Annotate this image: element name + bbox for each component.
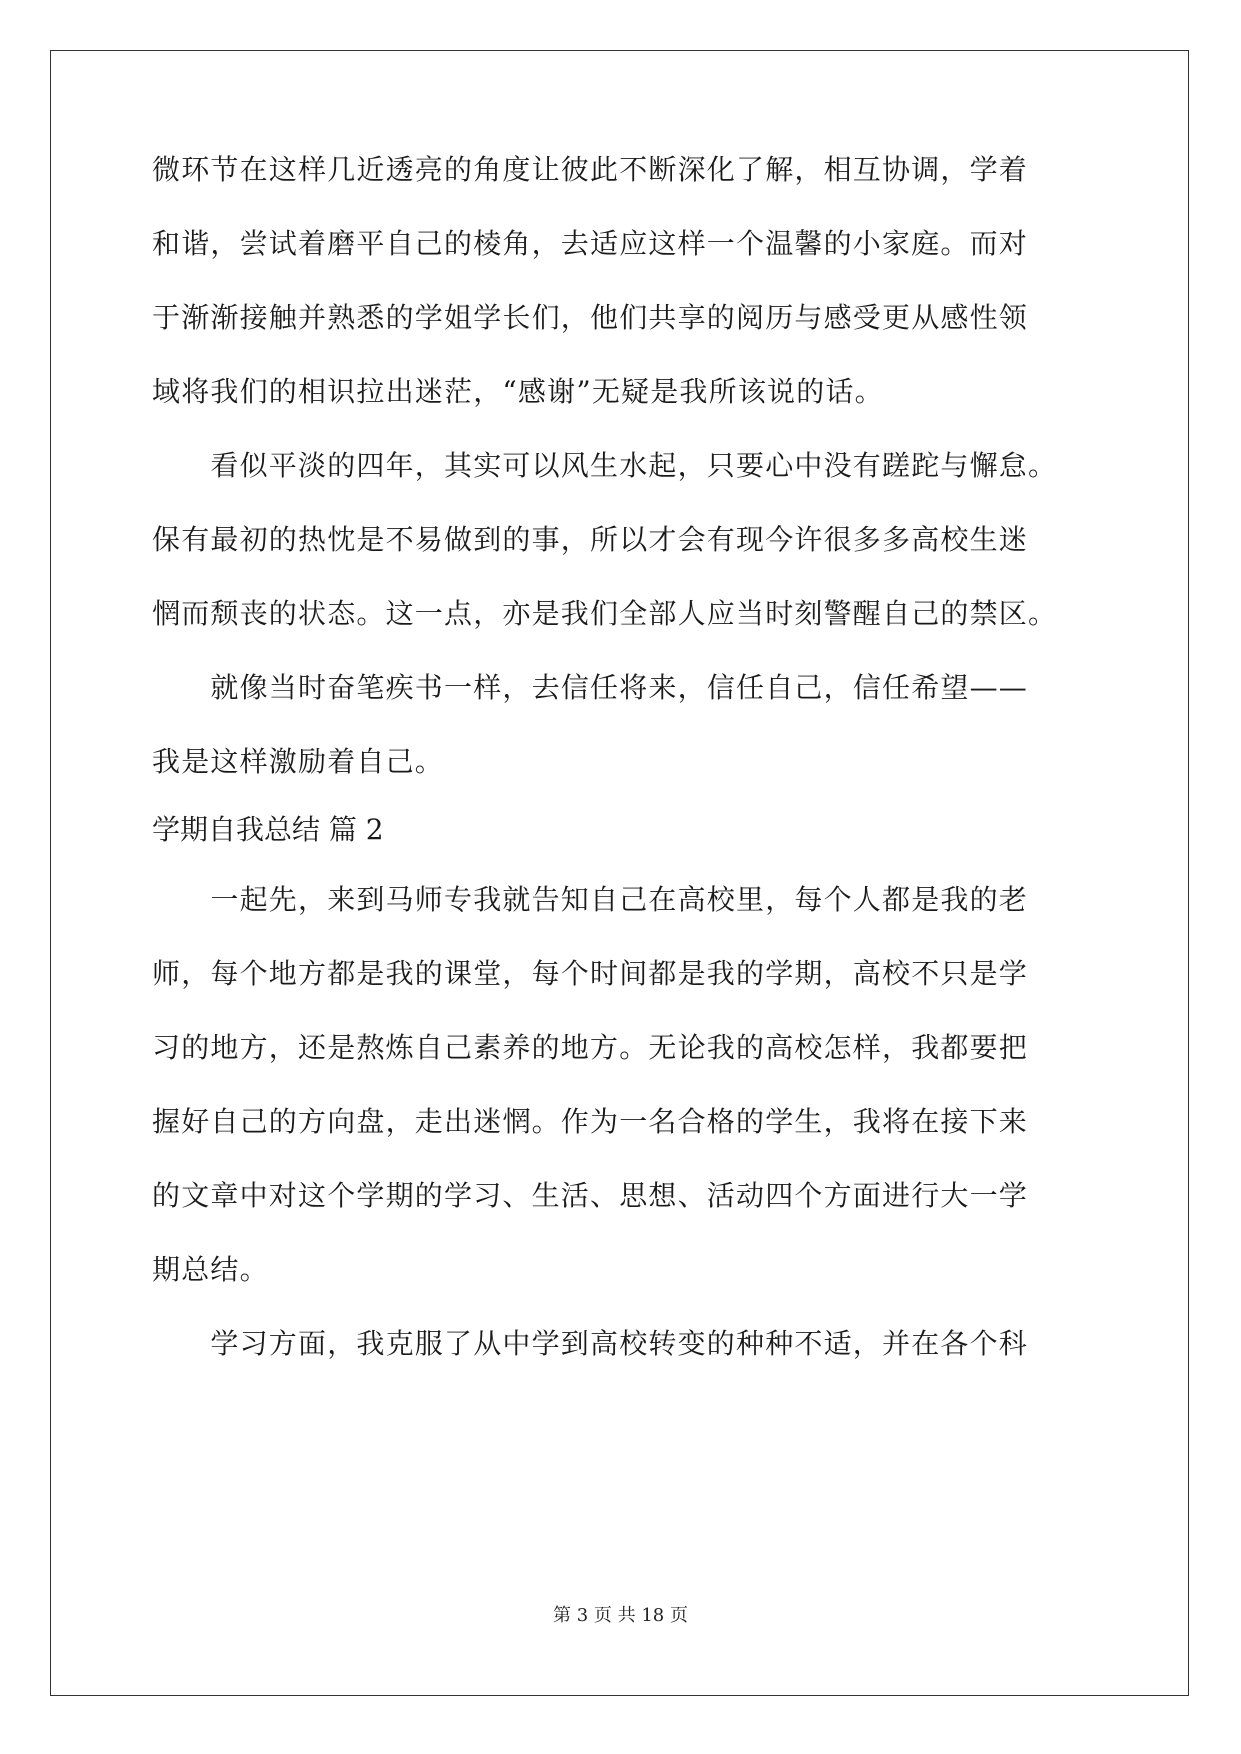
section-heading: 学期自我总结 篇 2 [152, 813, 384, 846]
body-line: 惘而颓丧的状态。这一点，亦是我们全部人应当时刻警醒自己的禁区。 [152, 597, 1058, 630]
body-line: 看似平淡的四年，其实可以风生水起，只要心中没有蹉跎与懈怠。 [152, 449, 1058, 482]
body-line: 的文章中对这个学期的学习、生活、思想、活动四个方面进行大一学 [152, 1179, 1029, 1212]
body-line: 于渐渐接触并熟悉的学姐学长们，他们共享的阅历与感受更从感性领 [152, 301, 1029, 334]
body-line: 一起先，来到马师专我就告知自己在高校里，每个人都是我的老 [152, 883, 1029, 916]
body-line: 习的地方，还是熬炼自己素养的地方。无论我的高校怎样，我都要把 [152, 1031, 1029, 1064]
body-line: 微环节在这样几近透亮的角度让彼此不断深化了解，相互协调，学着 [152, 153, 1029, 186]
body-line: 就像当时奋笔疾书一样，去信任将来，信任自己，信任希望—— [152, 671, 1029, 704]
page-footer: 第 3 页 共 18 页 [553, 1605, 688, 1626]
body-line: 师，每个地方都是我的课堂，每个时间都是我的学期，高校不只是学 [152, 957, 1029, 990]
body-line: 保有最初的热忱是不易做到的事，所以才会有现今许很多多高校生迷 [152, 523, 1029, 556]
body-line: 期总结。 [152, 1253, 269, 1286]
body-line: 学习方面，我克服了从中学到高校转变的种种不适，并在各个科 [152, 1327, 1029, 1360]
body-line: 握好自己的方向盘，走出迷惘。作为一名合格的学生，我将在接下来 [152, 1105, 1029, 1138]
body-line: 我是这样激励着自己。 [152, 745, 445, 778]
body-line: 域将我们的相识拉出迷茫，“感谢”无疑是我所该说的话。 [152, 375, 884, 408]
body-line: 和谐，尝试着磨平自己的棱角，去适应这样一个温馨的小家庭。而对 [152, 227, 1029, 260]
